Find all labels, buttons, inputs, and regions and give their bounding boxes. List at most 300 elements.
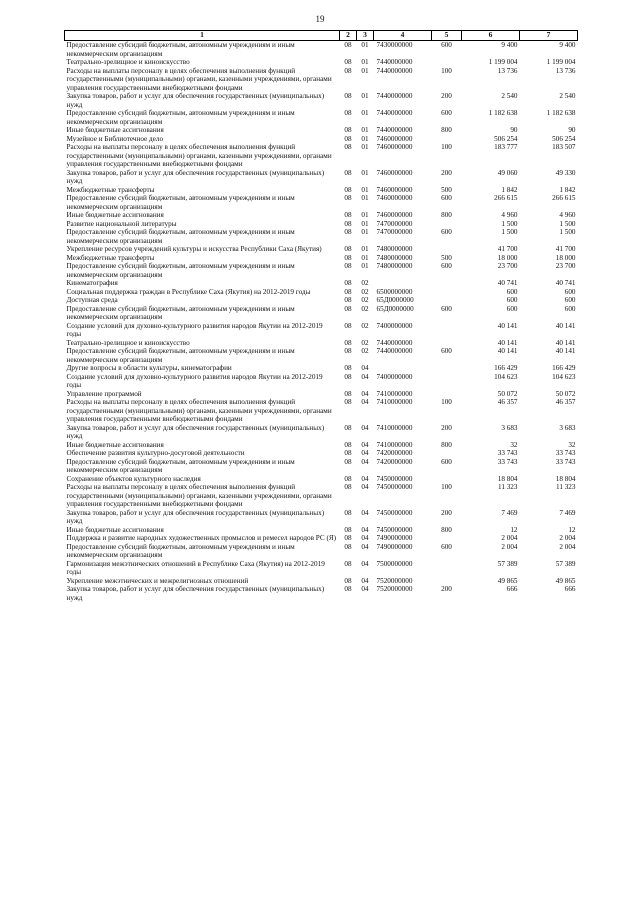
row-target-code: 7420000000 — [376, 449, 413, 457]
table-row — [65, 483, 578, 509]
row-section: 08 — [344, 92, 352, 100]
row-expense-type — [432, 245, 462, 254]
row-expense-type — [432, 322, 462, 339]
row-name: Иные бюджетные ассигнования — [66, 440, 164, 449]
row-amount-1: 506 254 — [494, 134, 518, 143]
row-amount-2: 266 615 — [552, 194, 576, 202]
row-amount-1: 41 700 — [497, 245, 518, 253]
row-target-code: 7440000000 — [376, 347, 413, 355]
row-target-code: 7490000000 — [376, 542, 413, 551]
row-target-code: 7460000000 — [376, 168, 413, 177]
row-amount-2: 49 330 — [555, 168, 576, 177]
row-amount-2: 1 500 — [559, 219, 576, 228]
row-name: Предоставление субсидий бюджетным, автономным учреждениям и иным некоммерческим организациям — [66, 109, 295, 126]
row-amount-2: 506 254 — [552, 134, 576, 143]
row-target-code: 7400000000 — [376, 321, 413, 330]
row-amount-1: 7 469 — [501, 508, 518, 517]
row-amount-2: 33 743 — [555, 449, 576, 457]
row-amount-1: 2 004 — [501, 534, 518, 542]
row-amount-2: 600 — [564, 287, 576, 296]
row-amount-1: 2 004 — [501, 542, 518, 551]
table-header-row — [65, 31, 578, 41]
row-name: Гармонизация межэтнических отношений в Республике Саха (Якутия) на 2012-2019 годы — [66, 559, 325, 576]
row-section: 08 — [344, 338, 352, 347]
row-expense-type: 600 — [441, 347, 452, 355]
row-subsection: 04 — [361, 423, 369, 432]
row-subsection: 01 — [361, 245, 369, 253]
row-expense-type: 600 — [441, 304, 452, 313]
header-col-6: 6 — [462, 31, 520, 41]
row-expense-type: 100 — [441, 398, 452, 406]
row-name: Закупка товаров, работ и услуг для обеспечения государственных (муниципальных) нужд — [66, 168, 325, 185]
row-target-code: 7410000000 — [376, 423, 413, 432]
row-name: Межбюджетные трансферты — [66, 185, 155, 194]
header-col-7: 7 — [520, 31, 578, 41]
row-section: 08 — [344, 304, 352, 313]
table-row — [65, 390, 578, 399]
row-subsection: 02 — [361, 304, 369, 313]
table-row — [65, 543, 578, 560]
table-row — [65, 509, 578, 526]
row-amount-1: 600 — [506, 287, 518, 296]
row-target-code: 7460000000 — [376, 143, 413, 151]
row-target-code: 7400000000 — [376, 372, 413, 381]
row-expense-type: 100 — [441, 483, 452, 491]
table-row — [65, 288, 578, 297]
row-subsection: 02 — [361, 321, 369, 330]
row-expense-type: 200 — [441, 585, 452, 593]
table-row — [65, 186, 578, 195]
row-target-code: 7450000000 — [376, 525, 413, 534]
row-subsection: 01 — [361, 126, 369, 134]
row-amount-1: 9 400 — [501, 41, 518, 49]
row-name: Доступная среда — [66, 296, 118, 304]
table-row — [65, 347, 578, 364]
row-name: Закупка товаров, работ и услуг для обеспечения государственных (муниципальных) нужд — [66, 585, 325, 602]
row-amount-1: 1 182 638 — [488, 109, 518, 117]
page-number: 19 — [315, 14, 325, 24]
row-name: Создание условий для духовно-культурного развития народов Якутии на 2012-2019 годы — [66, 372, 323, 389]
table-row — [65, 296, 578, 305]
row-amount-2: 600 — [564, 296, 576, 304]
row-name: Расходы на выплаты персоналу в целях обеспечения выполнения функций государственными (муниципальными) органами, казенными учреждениями, органами управления государственными внебюджетными фондами — [66, 143, 332, 168]
row-subsection: 04 — [361, 474, 369, 483]
row-name: Управление программой — [66, 389, 142, 398]
row-target-code: 7460000000 — [376, 185, 413, 194]
row-expense-type: 600 — [441, 109, 452, 117]
row-name: Обеспечение развития культурно-досуговой деятельности — [66, 449, 245, 457]
row-subsection: 01 — [361, 92, 369, 100]
row-name: Иные бюджетные ассигнования — [66, 525, 164, 534]
row-section: 08 — [344, 585, 352, 593]
row-subsection: 04 — [361, 449, 369, 457]
row-expense-type: 800 — [441, 126, 452, 134]
budget-table — [64, 30, 578, 602]
row-section: 08 — [344, 194, 352, 202]
row-target-code: 7420000000 — [376, 457, 413, 466]
row-section: 08 — [344, 66, 352, 75]
row-subsection: 04 — [361, 398, 369, 406]
row-name: Расходы на выплаты персоналу в целях обеспечения выполнения функций государственными (муниципальными) органами, казенными учреждениями, органами управления государственными внебюджетными фондами — [66, 66, 332, 92]
row-name: Предоставление субсидий бюджетным, автономным учреждениям и иным некоммерческим организациям — [66, 347, 295, 364]
table-row — [65, 109, 578, 126]
row-name: Создание условий для духовно-культурного развития народов Якутии на 2012-2019 годы — [66, 321, 323, 338]
row-section: 08 — [344, 347, 352, 355]
row-section: 08 — [344, 423, 352, 432]
row-expense-type — [432, 373, 462, 390]
row-amount-1: 40 141 — [497, 321, 518, 330]
header-col-2: 2 — [340, 31, 357, 41]
header-col-5: 5 — [432, 31, 462, 41]
row-subsection: 01 — [361, 219, 369, 228]
row-expense-type — [432, 534, 462, 543]
row-amount-2: 1 500 — [559, 228, 576, 236]
row-amount-1: 104 623 — [494, 372, 518, 381]
row-amount-2: 600 — [564, 304, 576, 313]
row-amount-2: 40 141 — [555, 347, 576, 355]
row-amount-1: 90 — [510, 126, 518, 134]
row-subsection: 02 — [361, 338, 369, 347]
row-target-code: 7450000000 — [376, 508, 413, 517]
row-amount-1: 1 199 004 — [488, 58, 518, 66]
row-amount-2: 104 623 — [552, 372, 576, 381]
row-name: Расходы на выплаты персоналу в целях обеспечения выполнения функций государственными (муниципальными) органами, казенными учреждениями, органами управления государственными внебюджетными фондами — [66, 483, 332, 508]
row-subsection: 01 — [361, 66, 369, 75]
row-name: Закупка товаров, работ и услуг для обеспечения государственных (муниципальных) нужд — [66, 92, 325, 109]
row-amount-1: 600 — [506, 296, 518, 304]
row-amount-2: 49 865 — [555, 576, 576, 585]
row-section: 08 — [344, 41, 352, 49]
row-target-code: 7470000000 — [376, 219, 413, 228]
row-target-code: 7520000000 — [376, 585, 413, 593]
row-section: 08 — [344, 398, 352, 406]
row-name: Развитие национальной литературы — [66, 219, 177, 228]
row-amount-2: 2 004 — [559, 534, 576, 542]
row-expense-type: 200 — [441, 508, 452, 517]
row-expense-type — [432, 475, 462, 484]
row-name: Музейное и Библиотечное дело — [66, 134, 164, 143]
row-section: 08 — [344, 134, 352, 143]
row-target-code: 7440000000 — [376, 109, 413, 117]
row-amount-1: 2 540 — [501, 92, 518, 100]
row-subsection: 04 — [361, 585, 369, 593]
row-amount-2: 166 429 — [552, 364, 576, 372]
row-subsection: 04 — [361, 525, 369, 534]
row-amount-2: 18 000 — [555, 253, 576, 262]
table-row — [65, 458, 578, 475]
row-target-code: 7500000000 — [376, 559, 413, 568]
row-section: 08 — [344, 474, 352, 483]
row-amount-1: 3 683 — [501, 423, 518, 432]
row-subsection: 01 — [361, 262, 369, 270]
table-row — [65, 220, 578, 229]
row-section: 08 — [344, 525, 352, 534]
row-amount-2: 13 736 — [555, 66, 576, 75]
row-expense-type: 800 — [441, 525, 452, 534]
row-amount-2: 40 141 — [555, 338, 576, 347]
row-amount-1: 46 357 — [497, 398, 518, 406]
row-name: Другие вопросы в области культуры, кинематографии — [66, 364, 232, 372]
row-subsection: 04 — [361, 364, 369, 372]
row-section: 08 — [344, 168, 352, 177]
row-amount-2: 183 507 — [552, 143, 576, 151]
row-section: 08 — [344, 364, 352, 372]
row-name: Предоставление субсидий бюджетным, автономным учреждениям и иным некоммерческим организациям — [66, 304, 295, 321]
row-target-code: 7440000000 — [376, 66, 413, 75]
row-expense-type — [432, 339, 462, 348]
row-name: Предоставление субсидий бюджетным, автономным учреждениям и иным некоммерческим организациям — [66, 262, 295, 279]
table-row — [65, 585, 578, 602]
row-target-code: 7440000000 — [376, 58, 413, 66]
row-amount-1: 49 060 — [497, 168, 518, 177]
row-section: 08 — [344, 457, 352, 466]
row-amount-2: 50 072 — [555, 389, 576, 398]
row-target-code: 65Д0000000 — [376, 296, 414, 304]
row-subsection: 01 — [361, 41, 369, 49]
row-section: 08 — [344, 219, 352, 228]
row-subsection: 01 — [361, 134, 369, 143]
row-section: 08 — [344, 542, 352, 551]
row-subsection: 04 — [361, 559, 369, 568]
row-expense-type: 500 — [441, 253, 452, 262]
table-row — [65, 135, 578, 144]
row-target-code: 7480000000 — [376, 262, 413, 270]
row-name: Иные бюджетные ассигнования — [66, 211, 164, 219]
table-row — [65, 194, 578, 211]
row-amount-1: 33 743 — [497, 457, 518, 466]
row-target-code — [374, 279, 432, 288]
row-amount-1: 50 072 — [497, 389, 518, 398]
row-target-code: 65Д0000000 — [376, 304, 414, 313]
row-target-code: 7440000000 — [376, 92, 413, 100]
row-name: Предоставление субсидий бюджетным, автономным учреждениям и иным некоммерческим организациям — [66, 457, 295, 474]
row-name: Поддержка и развитие народных художественных промыслов и ремесел народов РС (Я) — [66, 534, 337, 542]
row-amount-1: 1 500 — [501, 219, 518, 228]
row-amount-2: 1 199 004 — [546, 58, 576, 66]
row-amount-1: 4 960 — [501, 211, 518, 219]
table-row — [65, 441, 578, 450]
row-expense-type — [432, 296, 462, 305]
row-subsection: 01 — [361, 253, 369, 262]
row-expense-type — [432, 220, 462, 229]
row-subsection: 01 — [361, 211, 369, 219]
row-name: Социальная поддержка граждан в Республике Саха (Якутия) на 2012-2019 годы — [66, 287, 311, 296]
row-target-code: 7460000000 — [376, 194, 413, 202]
row-expense-type — [432, 560, 462, 577]
row-section: 08 — [344, 185, 352, 194]
row-target-code: 7470000000 — [376, 228, 413, 236]
row-expense-type: 600 — [441, 457, 452, 466]
row-amount-2: 12 — [568, 525, 576, 534]
header-col-1: 1 — [65, 31, 340, 41]
row-amount-2: 7 469 — [559, 508, 576, 517]
row-target-code: 7490000000 — [376, 534, 413, 542]
row-expense-type — [432, 577, 462, 586]
row-name: Предоставление субсидий бюджетным, автономным учреждениям и иным некоммерческим организациям — [66, 41, 295, 58]
row-subsection: 01 — [361, 58, 369, 66]
row-expense-type — [432, 288, 462, 297]
row-target-code: 7440000000 — [376, 126, 413, 134]
table-row — [65, 58, 578, 67]
row-subsection: 01 — [361, 168, 369, 177]
row-subsection: 04 — [361, 440, 369, 449]
row-amount-1: 11 323 — [498, 483, 518, 491]
row-amount-2: 1 842 — [559, 185, 576, 194]
row-target-code: 7440000000 — [376, 338, 413, 347]
table-row — [65, 322, 578, 339]
row-name: Предоставление субсидий бюджетным, автономным учреждениям и иным некоммерческим организациям — [66, 228, 295, 245]
row-section: 08 — [344, 262, 352, 270]
row-amount-2: 41 700 — [555, 245, 576, 253]
row-amount-1: 18 804 — [497, 474, 518, 483]
row-section: 08 — [344, 245, 352, 253]
row-amount-2: 57 389 — [555, 559, 576, 568]
row-expense-type: 800 — [441, 440, 452, 449]
row-expense-type: 100 — [441, 66, 452, 75]
row-amount-1: 33 743 — [497, 449, 518, 457]
table-row — [65, 279, 578, 288]
table-row — [65, 424, 578, 441]
table-row — [65, 262, 578, 279]
table-row — [65, 534, 578, 543]
row-name: Кинематография — [66, 279, 118, 287]
table-row — [65, 364, 578, 373]
row-name: Предоставление субсидий бюджетным, автономным учреждениям и иным некоммерческим организациям — [66, 542, 295, 559]
row-amount-1: 166 429 — [494, 364, 518, 372]
row-amount-1: 40 141 — [497, 338, 518, 347]
row-amount-2: 11 323 — [556, 483, 576, 491]
row-target-code: 7460000000 — [376, 211, 413, 219]
row-section: 08 — [344, 576, 352, 585]
row-amount-2: 32 — [568, 440, 576, 449]
table-row — [65, 339, 578, 348]
row-amount-1: 18 000 — [497, 253, 518, 262]
row-target-code: 7430000000 — [376, 41, 413, 49]
row-section: 08 — [344, 372, 352, 381]
row-section: 08 — [344, 389, 352, 398]
row-amount-1: 600 — [506, 304, 518, 313]
table-row — [65, 211, 578, 220]
row-section: 08 — [344, 483, 352, 491]
row-target-code: 7480000000 — [376, 253, 413, 262]
row-amount-2: 2 540 — [559, 92, 576, 100]
row-amount-1: 49 865 — [497, 576, 518, 585]
row-target-code: 7410000000 — [376, 440, 413, 449]
row-subsection: 02 — [361, 296, 369, 304]
row-amount-1: 32 — [510, 440, 518, 449]
row-subsection: 04 — [361, 542, 369, 551]
row-subsection: 01 — [361, 185, 369, 194]
row-name: Межбюджетные трансферты — [66, 253, 155, 262]
row-section: 08 — [344, 211, 352, 219]
row-name: Закупка товаров, работ и услуг для обеспечения государственных (муниципальных) нужд — [66, 508, 325, 525]
row-expense-type — [432, 449, 462, 458]
table-row — [65, 577, 578, 586]
row-expense-type — [432, 279, 462, 288]
row-name: Театрально-зрелищное и киноискусство — [66, 338, 190, 347]
table-row — [65, 449, 578, 458]
row-subsection: 04 — [361, 389, 369, 398]
table-row — [65, 560, 578, 577]
row-section: 08 — [344, 228, 352, 236]
table-row — [65, 254, 578, 263]
row-target-code: 7450000000 — [376, 483, 413, 491]
row-amount-2: 40 141 — [555, 321, 576, 330]
row-subsection: 02 — [361, 347, 369, 355]
row-subsection: 01 — [361, 228, 369, 236]
row-amount-2: 3 683 — [559, 423, 576, 432]
row-target-code: 7450000000 — [376, 474, 413, 483]
row-subsection: 04 — [361, 576, 369, 585]
row-amount-2: 666 — [564, 585, 576, 593]
header-col-3: 3 — [357, 31, 374, 41]
table-row — [65, 373, 578, 390]
row-expense-type: 200 — [441, 168, 452, 177]
row-expense-type: 200 — [441, 92, 452, 100]
table-row — [65, 398, 578, 424]
row-amount-2: 1 182 638 — [546, 109, 576, 117]
row-subsection: 04 — [361, 534, 369, 542]
row-section: 08 — [344, 534, 352, 542]
row-expense-type: 600 — [441, 41, 452, 49]
table-row — [65, 143, 578, 169]
table-row — [65, 41, 578, 59]
row-expense-type: 100 — [441, 143, 452, 151]
row-name: Укрепление межэтнических и межрелигиозных отношений — [66, 576, 249, 585]
row-subsection: 02 — [361, 279, 369, 287]
row-amount-1: 40 741 — [497, 279, 518, 287]
row-amount-2: 90 — [568, 126, 576, 134]
row-section: 08 — [344, 109, 352, 117]
table-row — [65, 228, 578, 245]
row-section: 08 — [344, 143, 352, 151]
row-expense-type: 600 — [441, 194, 452, 202]
row-subsection: 04 — [361, 483, 369, 491]
row-subsection: 01 — [361, 109, 369, 117]
row-subsection: 04 — [361, 508, 369, 517]
row-target-code — [374, 364, 432, 373]
table-row — [65, 92, 578, 109]
row-name: Сохранение объектов культурного наследия — [66, 474, 201, 483]
row-target-code: 7410000000 — [376, 398, 413, 406]
row-amount-1: 666 — [506, 585, 518, 593]
row-name: Закупка товаров, работ и услуг для обеспечения государственных (муниципальных) нужд — [66, 423, 325, 440]
row-subsection: 02 — [361, 287, 369, 296]
row-name: Укрепление ресурсов учреждений культуры и искусства Республики Саха (Якутия) — [66, 245, 322, 253]
row-section: 08 — [344, 449, 352, 457]
table-row — [65, 126, 578, 135]
table-row — [65, 245, 578, 254]
row-expense-type: 600 — [441, 262, 452, 270]
row-name: Предоставление субсидий бюджетным, автономным учреждениям и иным некоммерческим организациям — [66, 194, 295, 211]
row-section: 08 — [344, 287, 352, 296]
row-target-code: 7520000000 — [376, 576, 413, 585]
row-amount-1: 40 141 — [497, 347, 518, 355]
row-expense-type: 800 — [441, 211, 452, 219]
row-amount-2: 40 741 — [555, 279, 576, 287]
row-amount-1: 1 842 — [501, 185, 518, 194]
row-amount-1: 266 615 — [494, 194, 518, 202]
table-row — [65, 67, 578, 93]
row-amount-1: 57 389 — [497, 559, 518, 568]
row-section: 08 — [344, 253, 352, 262]
row-expense-type — [432, 58, 462, 67]
row-amount-1: 183 777 — [494, 143, 518, 151]
row-expense-type — [432, 364, 462, 373]
row-target-code: 7460000000 — [376, 134, 413, 143]
row-section: 08 — [344, 440, 352, 449]
row-amount-1: 12 — [510, 525, 518, 534]
